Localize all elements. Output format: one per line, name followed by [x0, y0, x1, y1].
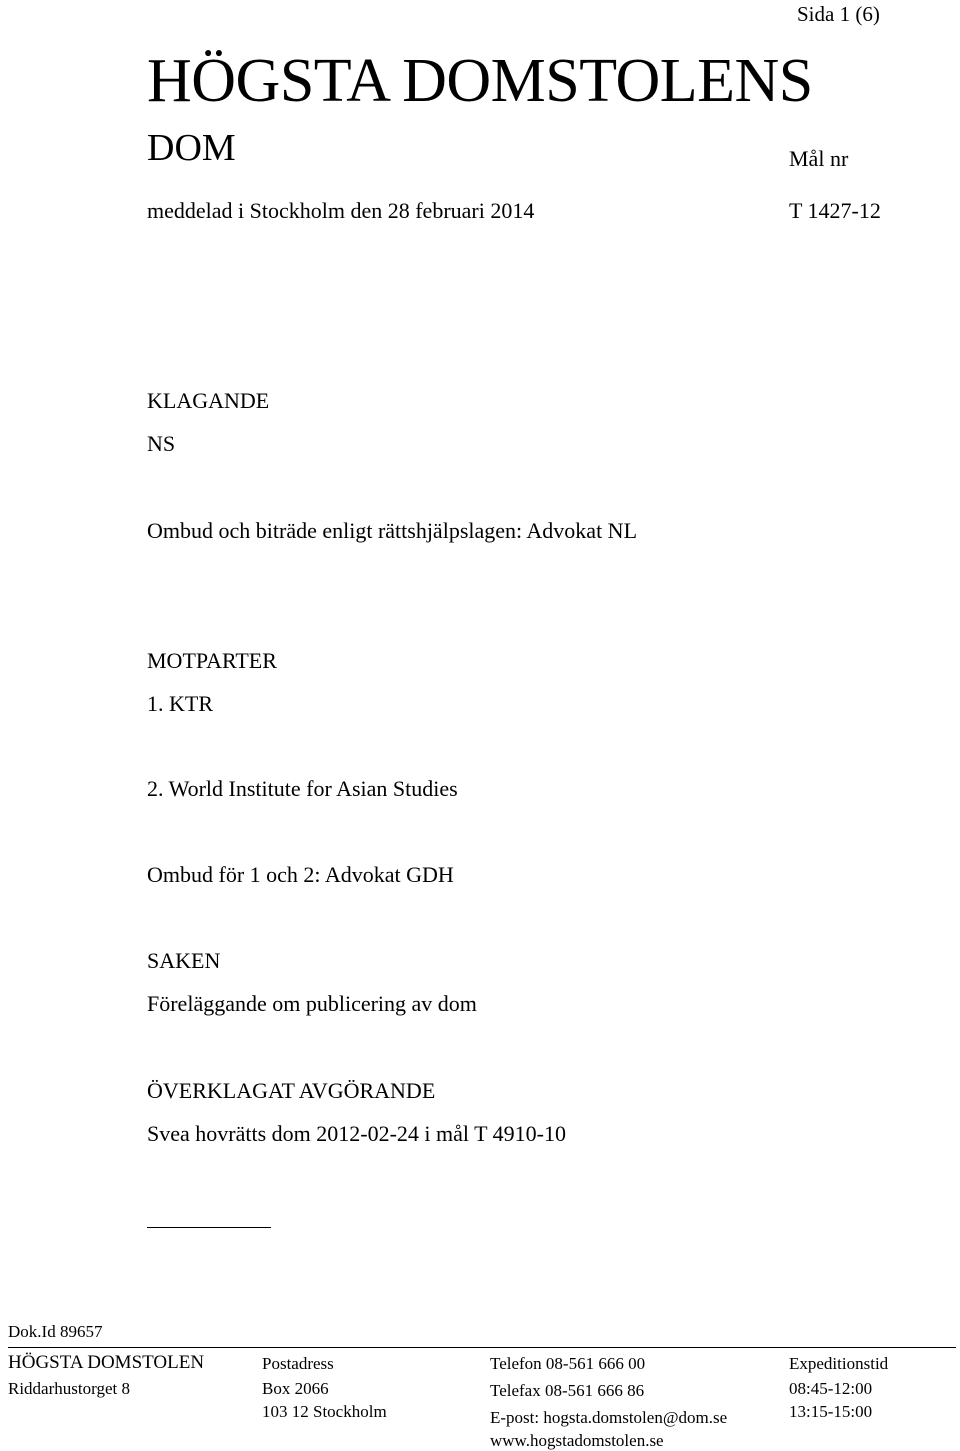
appealed-decision-text: Svea hovrätts dom 2012-02-24 i mål T 4910-10: [147, 1121, 566, 1146]
matter-heading: SAKEN: [147, 948, 221, 973]
footer-divider: [8, 1347, 956, 1348]
appealed-decision-heading: ÖVERKLAGAT AVGÖRANDE: [147, 1078, 436, 1103]
footer-court-name: HÖGSTA DOMSTOLEN: [8, 1352, 205, 1373]
document-type: DOM: [147, 127, 236, 169]
case-number: T 1427-12: [789, 198, 881, 223]
divider-rule: [147, 1227, 271, 1228]
footer-email[interactable]: E-post: hogsta.domstolen@dom.se: [490, 1408, 728, 1427]
court-title: HÖGSTA DOMSTOLENS: [147, 47, 813, 115]
respondents-heading: MOTPARTER: [147, 648, 277, 673]
footer-phone: Telefon 08-561 666 00: [490, 1354, 646, 1373]
footer-postal-box: Box 2066: [262, 1379, 329, 1398]
issued-line: meddelad i Stockholm den 28 februari 2014: [147, 198, 535, 223]
footer-postal-label: Postadress: [262, 1354, 334, 1373]
document-id: Dok.Id 89657: [8, 1322, 103, 1341]
page-number: Sida 1 (6): [797, 2, 880, 26]
footer-hours-morning: 08:45-12:00: [789, 1379, 873, 1398]
footer-hours-afternoon: 13:15-15:00: [789, 1402, 873, 1421]
appellant-name: NS: [147, 431, 176, 456]
case-number-label: Mål nr: [789, 146, 849, 171]
footer-fax: Telefax 08-561 666 86: [490, 1381, 645, 1400]
appellant-counsel: Ombud och biträde enligt rättshjälpslagen: Advokat NL: [147, 518, 638, 543]
matter-text: Föreläggande om publicering av dom: [147, 991, 477, 1016]
footer-street-address: Riddarhustorget 8: [8, 1379, 130, 1398]
footer-website[interactable]: www.hogstadomstolen.se: [490, 1431, 664, 1450]
respondent-1: 1. KTR: [147, 691, 213, 716]
footer-postal-city: 103 12 Stockholm: [262, 1402, 387, 1421]
footer-hours-label: Expeditionstid: [789, 1354, 889, 1373]
respondent-2: 2. World Institute for Asian Studies: [147, 776, 458, 801]
respondents-counsel: Ombud för 1 och 2: Advokat GDH: [147, 862, 454, 887]
appellant-heading: KLAGANDE: [147, 388, 270, 413]
